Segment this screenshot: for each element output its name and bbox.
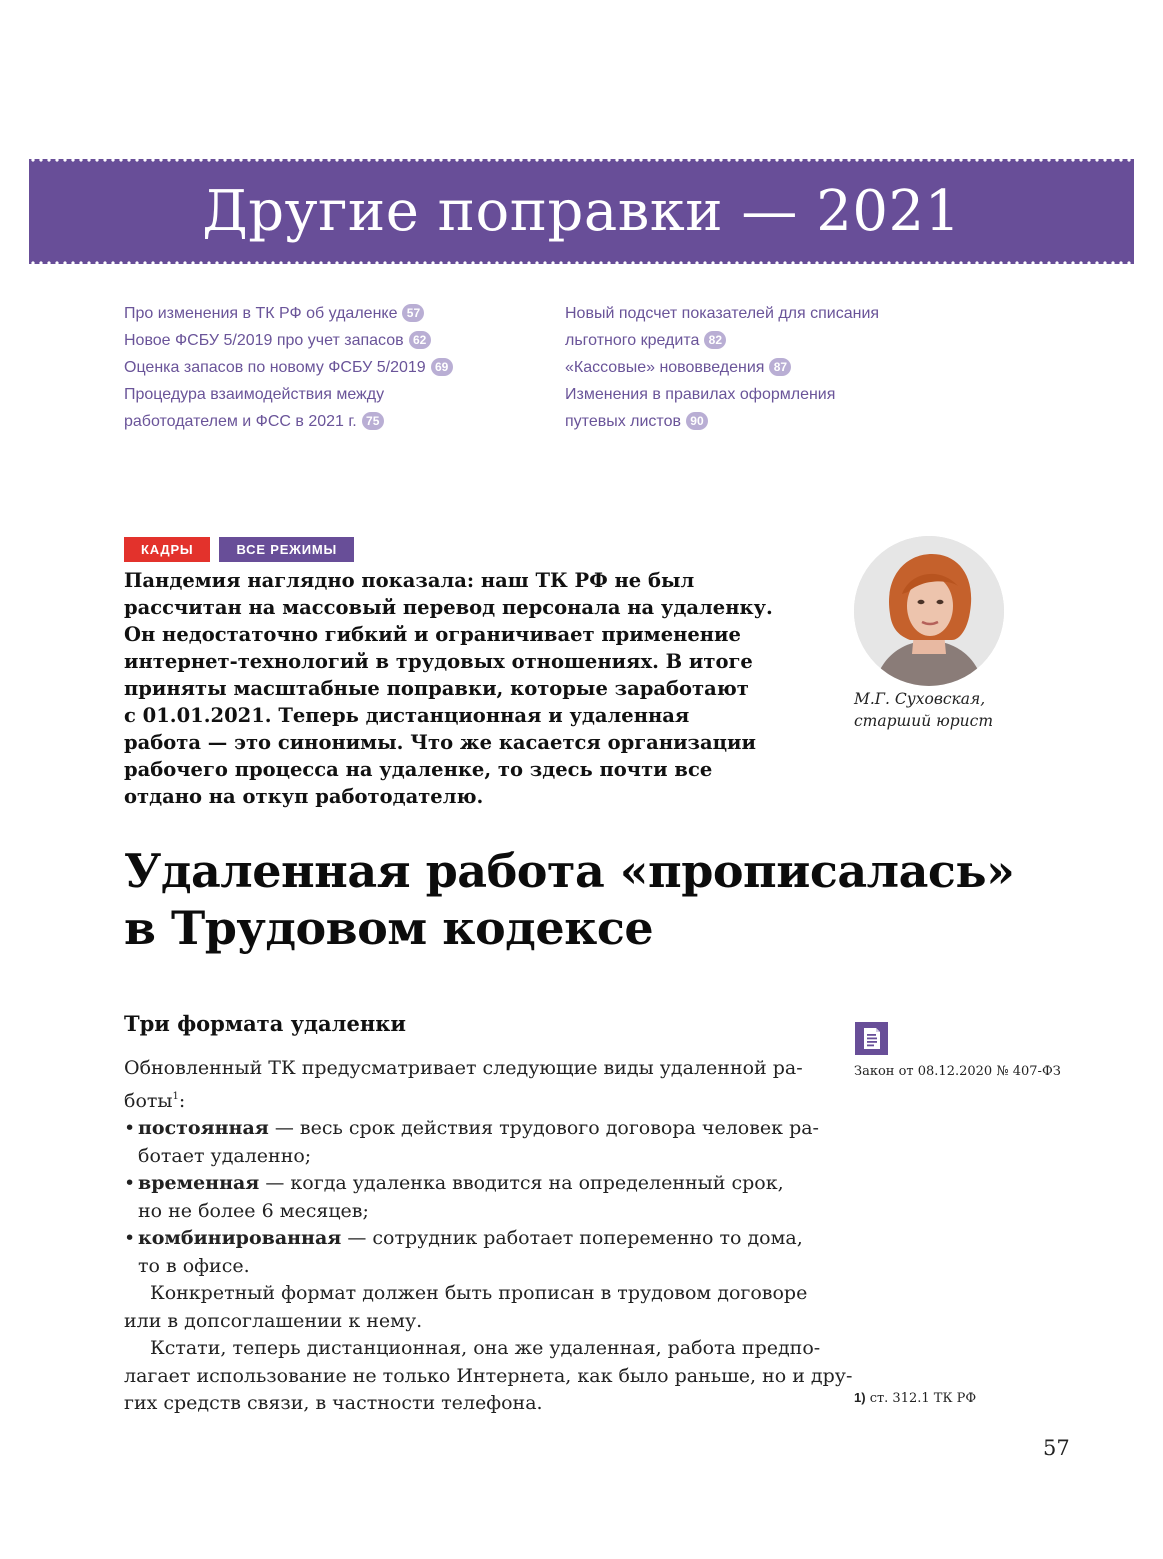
list-item-cont: но не более 6 месяцев; — [138, 1199, 369, 1222]
article-headline: Удаленная работа «прописалась» в Трудовом кодексе — [124, 844, 1015, 955]
toc-item[interactable]: льготного кредита 82 — [565, 327, 985, 354]
toc-item[interactable]: Про изменения в ТК РФ об удаленке 57 — [124, 300, 544, 327]
toc-item[interactable]: Новый подсчет показателей для списания — [565, 305, 880, 322]
author-title: старший юрист — [854, 712, 994, 730]
intro-line: боты$^1$: — [124, 1089, 186, 1112]
page-badge: 57 — [402, 304, 424, 322]
list-item-cont: ботает удаленно; — [138, 1144, 312, 1167]
author-portrait-icon — [854, 536, 1004, 686]
page-badge: 75 — [362, 412, 384, 430]
page-number: 57 — [1043, 1436, 1070, 1460]
toc-left — [124, 300, 544, 435]
intro-line: Обновленный ТК предусматривает следующие виды удаленной ра- — [124, 1057, 803, 1079]
paragraph-line: лагает использование не только Интернета, как было раньше, но и дру- — [124, 1364, 853, 1387]
author-name: М.Г. Суховская, — [854, 690, 986, 708]
toc-item[interactable]: Процедура взаимодействия между — [124, 386, 385, 403]
paragraph-line: Конкретный формат должен быть прописан в трудовом договоре — [150, 1282, 808, 1304]
toc-right — [565, 300, 985, 435]
banner-title: Другие поправки — 2021 — [202, 179, 961, 244]
bullet-icon: • — [124, 1117, 136, 1139]
footnote-ref[interactable]: 1 — [172, 1090, 179, 1102]
page-badge: 90 — [686, 412, 708, 430]
toc-item[interactable]: Оценка запасов по новому ФСБУ 5/2019 69 — [124, 354, 544, 381]
toc-item[interactable]: работодателем и ФСС в 2021 г. 75 — [124, 408, 544, 435]
paragraph-line: гих средств связи, в частности телефона. — [124, 1392, 543, 1414]
paragraph-line: или в допсоглашении к нему. — [124, 1309, 423, 1332]
list-item: • постоянная — весь срок действия трудового договора человек ра- — [124, 1115, 814, 1143]
tag-kadry: КАДРЫ — [124, 537, 210, 562]
toc-item[interactable]: Изменения в правилах оформления — [565, 386, 836, 403]
list-item: • комбинированная — сотрудник работает попеременно то дома, — [124, 1225, 814, 1253]
article-body — [124, 1055, 853, 1418]
tag-all-modes: ВСЕ РЕЖИМЫ — [219, 537, 354, 562]
author-photo — [854, 536, 1004, 686]
page-badge: 82 — [704, 331, 726, 349]
law-reference[interactable]: Закон от 08.12.2020 № 407-ФЗ — [854, 1064, 1061, 1079]
paragraph-line: Кстати, теперь дистанционная, она же удаленная, работа предпо- — [150, 1337, 821, 1359]
bullet-icon: • — [124, 1227, 136, 1249]
page-badge: 87 — [769, 358, 791, 376]
footnote: 1) ст. 312.1 ТК РФ — [854, 1390, 977, 1406]
list-item: • временная — когда удаленка вводится на определенный срок, — [124, 1170, 814, 1198]
section-banner — [29, 159, 1134, 264]
list-item-cont: то в офисе. — [138, 1254, 250, 1277]
toc-item[interactable]: «Кассовые» нововведения 87 — [565, 354, 985, 381]
lead-paragraph: Пандемия наглядно показала: наш ТК РФ не был рассчитан на массовый перевод персонала на удаленку. Он недостаточно гибкий и ограничивает применение интернет-технологий в трудовых отношениях. В итоге приняты масштабные поправки, которые заработают с 01.01.2021. Теперь дистанционная и удаленная работа — это синонимы. Что же касается организации рабочего процесса на удаленке, то здесь почти все отдано на откуп работодателю. — [124, 569, 773, 808]
bullet-icon: • — [124, 1172, 136, 1194]
author-caption — [854, 688, 993, 732]
page-badge: 62 — [409, 331, 431, 349]
section-title: Три формата удаленки — [124, 1011, 406, 1036]
page-badge: 69 — [431, 358, 453, 376]
document-icon — [855, 1022, 888, 1055]
toc-item[interactable]: путевых листов 90 — [565, 408, 985, 435]
toc-item[interactable]: Новое ФСБУ 5/2019 про учет запасов 62 — [124, 327, 544, 354]
rubric-tags — [124, 537, 354, 562]
